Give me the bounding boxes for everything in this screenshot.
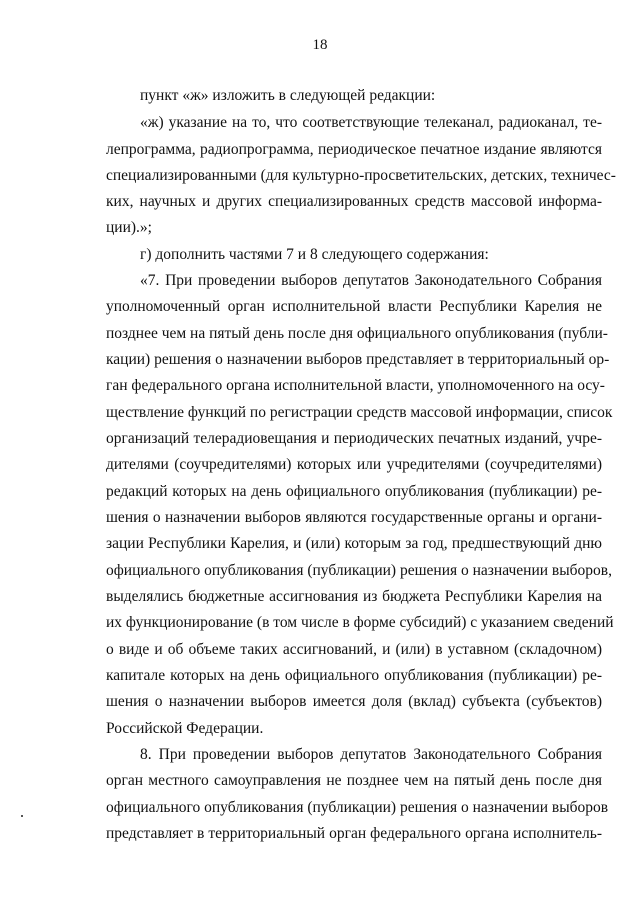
text-line: Российской Федерации. <box>106 720 264 737</box>
text-line: выделялись бюджетные ассигнования из бюджета Республики Карелия на <box>106 588 602 605</box>
text-line: ких, научных и других специализированных средств массовой информа- <box>106 193 602 210</box>
text-line: кации) решения о назначении выборов представляет в территориальный ор- <box>106 351 610 368</box>
text-line: ществление функций по регистрации средств массовой информации, список <box>106 404 613 421</box>
text-line: позднее чем на пятый день после дня официального опубликования (публи- <box>106 325 608 342</box>
page-number: 18 <box>312 37 328 53</box>
text-line: ган федерального органа исполнительной власти, уполномоченного на осу- <box>106 377 605 394</box>
text-line: официального опубликования (публикации) решения о назначении выборов, <box>106 562 612 579</box>
text-line: зации Республики Карелия, и (или) которым за год, предшествующий дню <box>106 535 602 552</box>
text-line: специализированными (для культурно-просветительских, детских, техничес- <box>106 167 616 184</box>
text-line: о виде и об объеме таких ассигнований, и (или) в уставном (складочном) <box>106 641 602 658</box>
text-line: уполномоченный орган исполнительной власти Республики Карелия не <box>106 298 602 315</box>
text-line: шения о назначении выборов являются государственные органы и органи- <box>106 509 602 526</box>
text-line: капитале которых на день официального опубликования (публикации) ре- <box>106 667 602 684</box>
text-line: 8. При проведении выборов депутатов Законодательного Собрания <box>140 746 602 763</box>
text-line: редакций которых на день официального опубликования (публикации) ре- <box>106 483 602 500</box>
text-line: пункт «ж» изложить в следующей редакции: <box>140 87 436 104</box>
text-line: «7. При проведении выборов депутатов Законодательного Собрания <box>140 272 602 289</box>
text-line: «ж) указание на то, что соответствующие телеканал, радиоканал, те- <box>140 114 602 131</box>
text-line: г) дополнить частями 7 и 8 следующего содержания: <box>140 246 489 263</box>
text-line: ции).»; <box>106 219 152 236</box>
text-line: их функционирование (в том числе в форме субсидий) с указанием сведений <box>106 614 614 631</box>
scan-speck <box>21 815 23 817</box>
text-line: официального опубликования (публикации) решения о назначении выборов <box>106 799 609 816</box>
text-line: шения о назначении выборов имеется доля (вклад) субъекта (субъектов) <box>106 693 602 710</box>
text-line: представляет в территориальный орган федерального органа исполнитель- <box>106 825 602 842</box>
text-line: лепрограмма, радиопрограмма, периодическое печатное издание являются <box>106 141 602 158</box>
text-line: дителями (соучредителями) которых или учредителями (соучредителями) <box>106 456 602 473</box>
text-line: организаций телерадиовещания и периодических печатных изданий, учре- <box>106 430 602 447</box>
text-line: орган местного самоуправления не позднее чем на пятый день после дня <box>106 772 602 789</box>
